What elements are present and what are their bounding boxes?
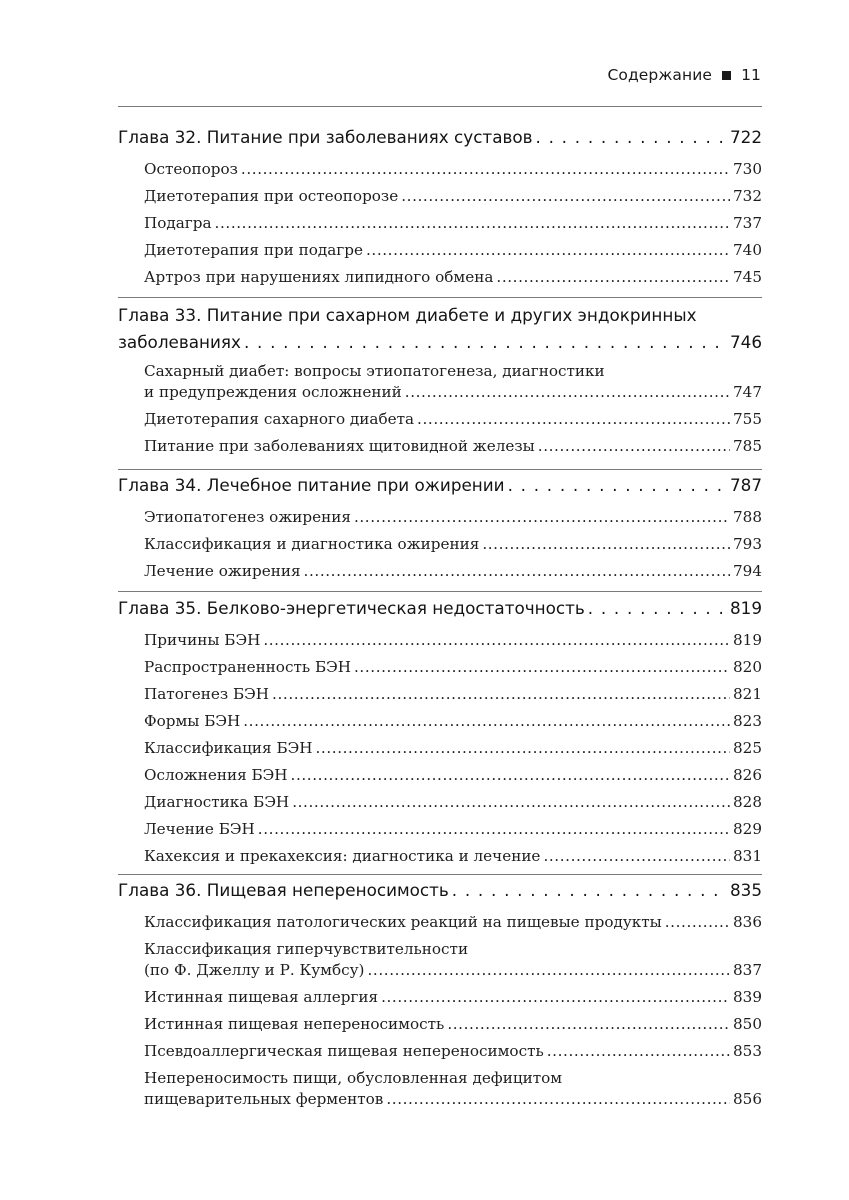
chapter-33 <box>118 302 762 460</box>
leader-dots <box>401 183 730 210</box>
leader-dots <box>366 237 730 264</box>
entry-page: 730 <box>733 160 762 178</box>
leader-dots <box>272 681 730 708</box>
section-list <box>118 909 762 1110</box>
toc-entry[interactable] <box>144 939 762 981</box>
running-head <box>607 66 761 84</box>
toc-entry[interactable] <box>144 627 762 654</box>
section-divider <box>118 469 762 470</box>
leader-dots <box>381 984 730 1011</box>
page-number: 11 <box>741 66 761 84</box>
chapter-page: 819 <box>729 598 762 618</box>
toc-entry[interactable] <box>144 654 762 681</box>
leader-dots <box>547 1038 730 1065</box>
entry-title: Истинная пищевая аллергия <box>144 988 379 1006</box>
chapter-page: 787 <box>729 475 762 495</box>
entry-page: 819 <box>733 631 762 649</box>
toc-entry[interactable] <box>144 909 762 936</box>
toc-entry[interactable] <box>144 1038 762 1065</box>
entry-page: 745 <box>733 268 762 286</box>
entry-page: 826 <box>733 766 762 784</box>
entry-title: Диетотерапия сахарного диабета <box>144 410 415 428</box>
leader-dots <box>543 843 730 870</box>
chapter-page: 835 <box>729 880 762 900</box>
leader-dots <box>215 210 730 237</box>
toc-entry[interactable] <box>144 156 762 183</box>
entry-page: 839 <box>733 988 762 1006</box>
entry-title: Классификация и диагностика ожирения <box>144 535 480 553</box>
entry-title: Лечение ожирения <box>144 562 301 580</box>
entry-page: 821 <box>733 685 762 703</box>
entry-title: Подагра <box>144 214 212 232</box>
toc-entry[interactable] <box>144 531 762 558</box>
entry-page: 836 <box>733 913 762 931</box>
toc-entry[interactable] <box>144 708 762 735</box>
entry-page: 794 <box>733 562 762 580</box>
entry-page: 828 <box>733 793 762 811</box>
chapter-heading[interactable] <box>118 877 762 904</box>
section-list <box>118 627 762 870</box>
entry-page: 823 <box>733 712 762 730</box>
entry-page: 788 <box>733 508 762 526</box>
leader-dots <box>244 329 727 356</box>
entry-title: Питание при заболеваниях щитовидной железы <box>144 437 535 455</box>
chapter-title: Глава 35. Белково-энергетическая недостаточность <box>118 598 585 618</box>
square-bullet-icon <box>722 71 731 80</box>
entry-title: Лечение БЭН <box>144 820 255 838</box>
leader-dots <box>417 406 730 433</box>
entry-title: Классификация БЭН <box>144 739 313 757</box>
section-list <box>118 361 762 460</box>
toc-entry[interactable] <box>144 735 762 762</box>
entry-title-line1: Непереносимость пищи, обусловленная дефицитом <box>144 1069 563 1087</box>
chapter-heading[interactable] <box>118 302 762 356</box>
entry-page: 740 <box>733 241 762 259</box>
toc-entry[interactable] <box>144 1068 762 1110</box>
entry-page: 820 <box>733 658 762 676</box>
leader-dots <box>354 654 730 681</box>
entry-page: 831 <box>733 847 762 865</box>
chapter-title: Глава 34. Лечебное питание при ожирении <box>118 475 505 495</box>
leader-dots <box>368 960 731 981</box>
chapter-title-line1: Глава 33. Питание при сахарном диабете и других эндокринных <box>118 305 697 325</box>
chapter-page: 722 <box>729 127 762 147</box>
toc-entry[interactable] <box>144 558 762 585</box>
leader-dots <box>291 762 730 789</box>
toc-entry[interactable] <box>144 361 762 403</box>
leader-dots <box>588 595 727 622</box>
entry-title: Этиопатогенез ожирения <box>144 508 351 526</box>
chapter-32 <box>118 124 762 291</box>
leader-dots <box>452 877 727 904</box>
entry-page: 755 <box>733 410 762 428</box>
entry-title: Диагностика БЭН <box>144 793 290 811</box>
entry-title-line2: (по Ф. Джеллу и Р. Кумбсу) <box>144 961 365 979</box>
chapter-heading[interactable] <box>118 124 762 151</box>
chapter-title-line2: заболеваниях <box>118 332 241 352</box>
toc-entry[interactable] <box>144 264 762 291</box>
entry-title-line2: и предупреждения осложнений <box>144 383 402 401</box>
leader-dots <box>315 735 730 762</box>
toc-entry[interactable] <box>144 504 762 531</box>
leader-dots <box>447 1011 730 1038</box>
leader-dots <box>405 382 730 403</box>
toc-entry[interactable] <box>144 762 762 789</box>
toc-entry[interactable] <box>144 433 762 460</box>
entry-page: 825 <box>733 739 762 757</box>
entry-page: 793 <box>733 535 762 553</box>
section-list <box>118 504 762 585</box>
leader-dots <box>263 627 730 654</box>
chapter-page: 746 <box>729 332 762 352</box>
entry-page: 737 <box>733 214 762 232</box>
entry-title-line2: пищеварительных ферментов <box>144 1090 384 1108</box>
leader-dots <box>538 433 730 460</box>
toc-entry[interactable] <box>144 816 762 843</box>
leader-dots <box>665 909 730 936</box>
toc-entry[interactable] <box>144 237 762 264</box>
entry-title: Классификация патологических реакций на пищевые продукты <box>144 913 662 931</box>
toc-entry[interactable] <box>144 843 762 870</box>
entry-page: 853 <box>733 1042 762 1060</box>
leader-dots <box>482 531 730 558</box>
toc-entry[interactable] <box>144 984 762 1011</box>
entry-page: 850 <box>733 1015 762 1033</box>
entry-title-line1: Сахарный диабет: вопросы этиопатогенеза, диагностики <box>144 362 605 380</box>
toc-entry[interactable] <box>144 1011 762 1038</box>
entry-title: Причины БЭН <box>144 631 261 649</box>
entry-title: Псевдоаллергическая пищевая непереносимость <box>144 1042 544 1060</box>
entry-page: 837 <box>733 961 762 979</box>
chapter-36 <box>118 877 762 1113</box>
chapter-35 <box>118 595 762 870</box>
toc-entry[interactable] <box>144 210 762 237</box>
entry-page: 785 <box>733 437 762 455</box>
toc-entry[interactable] <box>144 406 762 433</box>
leader-dots <box>354 504 730 531</box>
chapter-heading[interactable] <box>118 472 762 499</box>
leader-dots <box>241 156 730 183</box>
entry-page: 732 <box>733 187 762 205</box>
section-list <box>118 156 762 291</box>
leader-dots <box>386 1089 730 1110</box>
leader-dots <box>508 472 727 499</box>
leader-dots <box>496 264 730 291</box>
toc-entry[interactable] <box>144 789 762 816</box>
section-divider <box>118 106 762 107</box>
entry-title: Формы БЭН <box>144 712 241 730</box>
leader-dots <box>243 708 730 735</box>
leader-dots <box>304 558 730 585</box>
section-divider <box>118 874 762 875</box>
leader-dots <box>292 789 730 816</box>
chapter-34 <box>118 472 762 585</box>
entry-title: Артроз при нарушениях липидного обмена <box>144 268 494 286</box>
entry-page: 747 <box>733 383 762 401</box>
entry-title: Распространенность БЭН <box>144 658 351 676</box>
entry-title: Диетотерапия при остеопорозе <box>144 187 399 205</box>
entry-page: 829 <box>733 820 762 838</box>
entry-title: Патогенез БЭН <box>144 685 270 703</box>
chapter-title: Глава 36. Пищевая непереносимость <box>118 880 449 900</box>
entry-title: Диетотерапия при подагре <box>144 241 363 259</box>
entry-title: Кахексия и прекахексия: диагностика и лечение <box>144 847 541 865</box>
running-head-title: Содержание <box>607 66 713 84</box>
chapter-title: Глава 32. Питание при заболеваниях суставов <box>118 127 533 147</box>
toc-entry[interactable] <box>144 183 762 210</box>
chapter-heading[interactable] <box>118 595 762 622</box>
entry-title: Остеопороз <box>144 160 238 178</box>
section-divider <box>118 591 762 592</box>
entry-title: Осложнения БЭН <box>144 766 288 784</box>
section-divider <box>118 297 762 298</box>
entry-page: 856 <box>733 1090 762 1108</box>
entry-title-line1: Классификация гиперчувствительности <box>144 940 469 958</box>
leader-dots <box>536 124 727 151</box>
toc-entry[interactable] <box>144 681 762 708</box>
entry-title: Истинная пищевая непереносимость <box>144 1015 445 1033</box>
leader-dots <box>258 816 730 843</box>
